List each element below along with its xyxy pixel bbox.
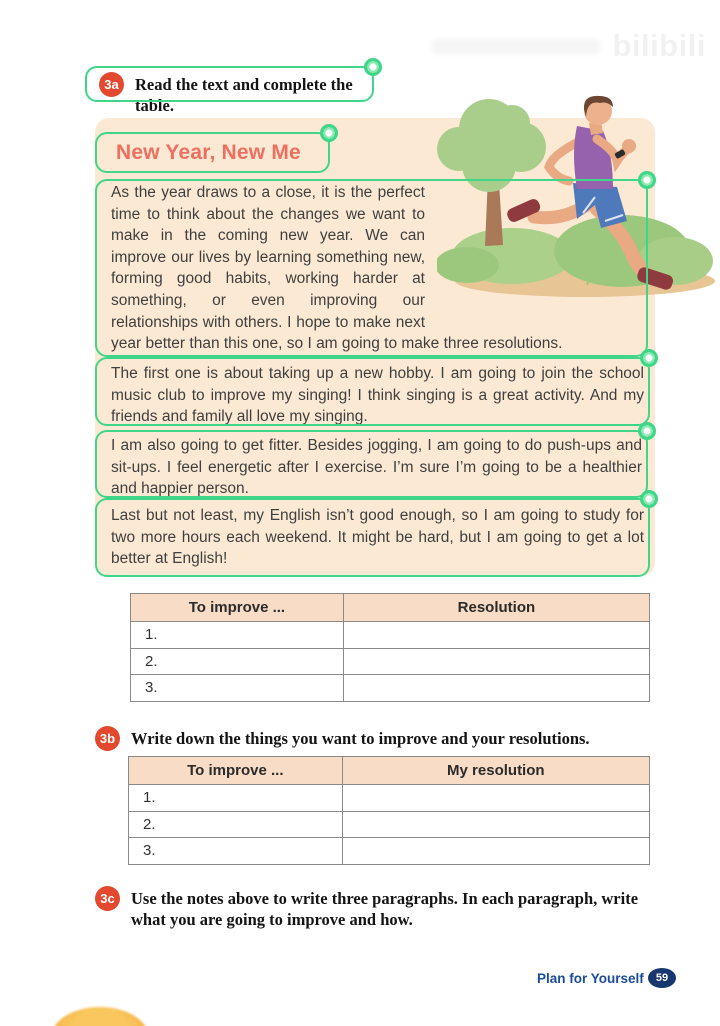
table1-header-resolution: Resolution <box>343 594 649 622</box>
table-row <box>129 785 650 812</box>
table-row <box>131 675 650 702</box>
watermark <box>432 28 706 64</box>
annotation-handle[interactable] <box>364 58 382 76</box>
annotation-box-3a <box>85 66 374 102</box>
activity-badge-3b: 3b <box>95 726 120 751</box>
table1-row2-num: 2. <box>131 648 344 675</box>
watermark-blur-strip <box>432 39 600 54</box>
reading-paragraph-1-text: As the year draws to a close, it is the perfect time to think about the changes we want to make in the coming new year. We can improve our lives by learning something new, forming good habits, working harder at something, or even improving our relationships with others. I hope to make next year better than this one, so I am going to make three resolutions. <box>111 184 563 353</box>
table2-row2-num: 2. <box>129 811 343 838</box>
resolution-table-3b <box>128 756 650 865</box>
decorative-orange-blob <box>52 1007 148 1026</box>
table2-row3-value <box>342 838 649 865</box>
page-number-badge: 59 <box>648 968 676 988</box>
table2-row3-num: 3. <box>129 838 343 865</box>
table-row <box>131 622 650 649</box>
annotation-box-title <box>95 132 330 173</box>
table2-row2-value <box>342 811 649 838</box>
annotation-handle[interactable] <box>640 349 658 367</box>
table1-header-improve: To improve ... <box>131 594 344 622</box>
activity-badge-3a: 3a <box>99 72 124 97</box>
reading-paragraph-4: Last but not least, my English isn’t good enough, so I am going to study for two more hours each weekend. It might be hard, but I am going to get a lot better at English! <box>111 507 644 568</box>
annotation-handle[interactable] <box>638 171 656 189</box>
reading-title: New Year, New Me <box>116 141 301 164</box>
annotation-handle[interactable] <box>638 422 656 440</box>
table2-header-improve: To improve ... <box>129 757 343 785</box>
resolution-table-3a <box>130 593 650 702</box>
annotation-box-paragraph-4 <box>95 498 650 577</box>
table-row <box>131 648 650 675</box>
annotation-box-paragraph-3 <box>95 430 648 498</box>
table-row <box>129 811 650 838</box>
table1-row3-value <box>343 675 649 702</box>
activity-instruction-3a: Read the text and complete the table. <box>135 75 353 115</box>
activity-badge-3c: 3c <box>95 886 120 911</box>
annotation-handle[interactable] <box>320 124 338 142</box>
bilibili-watermark: bilibili <box>612 28 706 63</box>
table2-row1-num: 1. <box>129 785 343 812</box>
reading-paragraph-3: I am also going to get fitter. Besides jogging, I am going to do push-ups and sit-ups. I feel energetic after I exercise. I’m sure I’m going to be a healthier and happier person. <box>111 437 642 498</box>
table-row <box>129 838 650 865</box>
footer-section-title: Plan for Yourself <box>537 971 644 986</box>
table1-row1-num: 1. <box>131 622 344 649</box>
table1-row2-value <box>343 648 649 675</box>
table2-header-my-resolution: My resolution <box>342 757 649 785</box>
table1-row1-value <box>343 622 649 649</box>
table2-row1-value <box>342 785 649 812</box>
activity-instruction-3c: Use the notes above to write three paragraphs. In each paragraph, write what you are going to improve and how. <box>131 889 639 929</box>
annotation-box-paragraph-2 <box>95 357 650 426</box>
table1-row3-num: 3. <box>131 675 344 702</box>
annotation-handle[interactable] <box>640 490 658 508</box>
activity-instruction-3b: Write down the things you want to improve and your resolutions. <box>131 729 590 748</box>
annotation-box-paragraph-1 <box>95 179 648 357</box>
reading-paragraph-2: The first one is about taking up a new hobby. I am going to join the school music club to improve my singing! I think singing is a great activity. And my friends and family all love my singing. <box>111 365 644 426</box>
